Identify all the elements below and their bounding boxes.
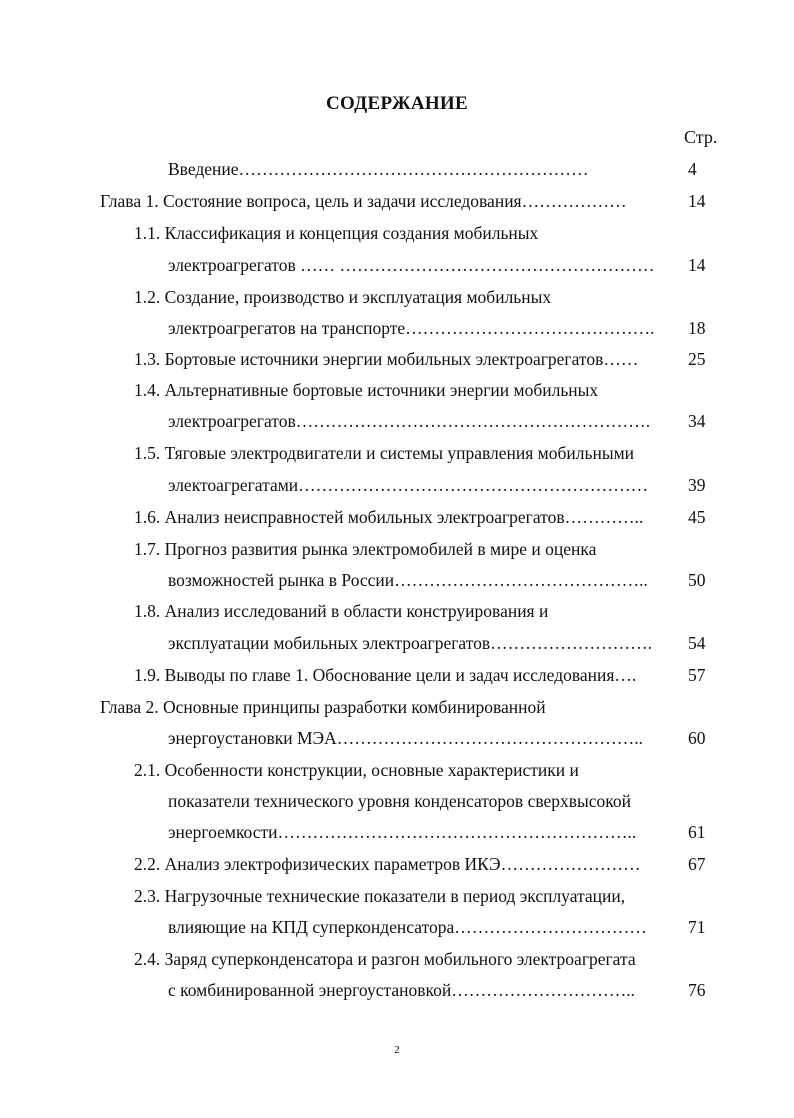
toc-page-number: 60 bbox=[688, 728, 706, 748]
toc-page-number: 57 bbox=[688, 665, 706, 685]
toc-line: возможностей рынка в России…………………………………….. bbox=[168, 570, 648, 590]
toc-line: эксплуатации мобильных электроагрегатов………………………. bbox=[168, 633, 653, 653]
toc-line: 1.2. Создание, производство и эксплуатация мобильных bbox=[134, 287, 552, 307]
toc-page-number: 18 bbox=[688, 318, 706, 338]
toc-page-number: 76 bbox=[688, 980, 706, 1000]
toc-page-number: 54 bbox=[688, 633, 706, 653]
toc-line: 1.4. Альтернативные бортовые источники энергии мобильных bbox=[134, 380, 599, 400]
toc-line: электроагрегатов на транспорте……………………………………. bbox=[168, 318, 655, 338]
toc-line: 1.5. Тяговые электродвигатели и системы управления мобильными bbox=[134, 443, 635, 463]
toc-line: 1.6. Анализ неисправностей мобильных электроагрегатов………….. bbox=[134, 507, 644, 527]
toc-page-number: 14 bbox=[688, 191, 706, 211]
toc-page-number: 34 bbox=[688, 411, 706, 431]
toc-line: Введение…………………………………………………… bbox=[168, 159, 589, 179]
toc-page-number: 61 bbox=[688, 822, 706, 842]
toc-line: Глава 2. Основные принципы разработки комбинированной bbox=[100, 697, 546, 717]
page-number: 2 bbox=[394, 1044, 400, 1056]
toc-page-number: 39 bbox=[688, 475, 706, 495]
toc-line: 2.2. Анализ электрофизических параметров ИКЭ…………………… bbox=[134, 854, 641, 874]
toc-page-number: 14 bbox=[688, 255, 706, 275]
toc-page-number: 71 bbox=[688, 917, 706, 937]
toc-page-number: 67 bbox=[688, 854, 706, 874]
toc-line: электроагрегатов……………………………………………………. bbox=[168, 411, 651, 431]
page-title: СОДЕРЖАНИЕ bbox=[326, 93, 468, 114]
toc-line: электоагрегатами…………………………………………………… bbox=[168, 475, 649, 495]
toc-line: 1.3. Бортовые источники энергии мобильных электроагрегатов…… bbox=[134, 349, 639, 369]
toc-line: 1.1. Классификация и концепция создания мобильных bbox=[134, 223, 539, 243]
toc-line: показатели технического уровня конденсаторов сверхвысокой bbox=[168, 791, 632, 811]
toc-line: 2.1. Особенности конструкции, основные характеристики и bbox=[134, 760, 579, 780]
page-column-label: Стр. bbox=[684, 127, 718, 147]
toc-line: 1.8. Анализ исследований в области конструирования и bbox=[134, 601, 549, 621]
toc-page-number: 50 bbox=[688, 570, 706, 590]
toc-line: с комбинированной энергоустановкой………………………….. bbox=[168, 980, 635, 1000]
toc-line: 2.4. Заряд суперконденсатора и разгон мобильного электроагрегата bbox=[134, 949, 636, 969]
toc-line: 2.3. Нагрузочные технические показатели в период эксплуатации, bbox=[134, 886, 626, 906]
toc-line: Глава 1. Состояние вопроса, цель и задачи исследования……………… bbox=[100, 191, 627, 211]
toc-line: 1.9. Выводы по главе 1. Обоснование цели и задач исследования…. bbox=[134, 665, 637, 685]
toc-line: энергоемкости…………………………………………………….. bbox=[168, 822, 637, 842]
toc-line: электроагрегатов …… ……………………………………………… bbox=[168, 255, 655, 275]
toc-page-number: 45 bbox=[688, 507, 706, 527]
toc-page-number: 25 bbox=[688, 349, 706, 369]
toc-line: влияющие на КПД суперконденсатора…………………………… bbox=[168, 917, 647, 937]
toc-line: энергоустановки МЭА…………………………………………….. bbox=[168, 728, 643, 748]
toc-line: 1.7. Прогноз развития рынка электромобилей в мире и оценка bbox=[134, 539, 597, 559]
toc-page-number: 4 bbox=[688, 159, 697, 179]
